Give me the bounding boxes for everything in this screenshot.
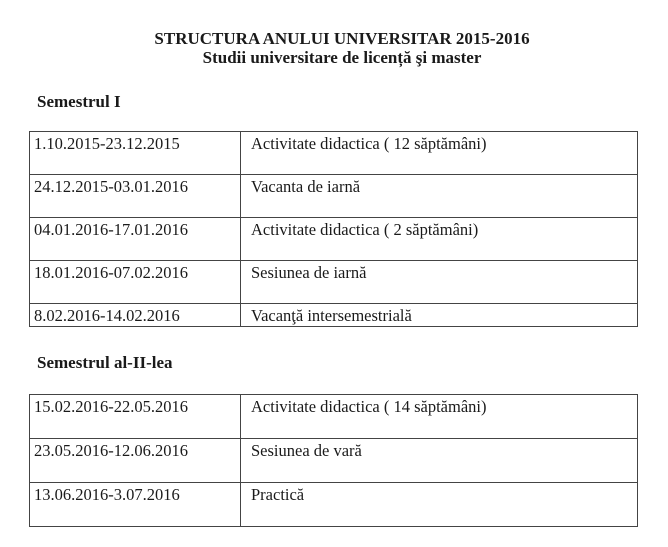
table-row bbox=[30, 483, 638, 527]
activity-cell: Sesiunea de vară bbox=[241, 439, 638, 483]
activity-cell: Vacanţă intersemestrială bbox=[241, 304, 638, 327]
period-cell: 1.10.2015-23.12.2015 bbox=[30, 132, 241, 175]
document-subtitle: Studii universitare de licență şi master bbox=[202, 48, 482, 67]
table-row bbox=[30, 395, 638, 439]
activity-cell: Sesiunea de iarnă bbox=[241, 261, 638, 304]
period-cell: 04.01.2016-17.01.2016 bbox=[30, 218, 241, 261]
table-row bbox=[30, 175, 638, 218]
document-title: STRUCTURA ANULUI UNIVERSITAR 2015-2016 bbox=[154, 29, 530, 48]
semester-2-heading: Semestrul al-II-lea bbox=[37, 353, 173, 372]
table-row bbox=[30, 439, 638, 483]
activity-cell: Practică bbox=[241, 483, 638, 527]
period-cell: 23.05.2016-12.06.2016 bbox=[30, 439, 241, 483]
period-cell: 18.01.2016-07.02.2016 bbox=[30, 261, 241, 304]
semester-2-table bbox=[29, 394, 638, 527]
semester-1-heading: Semestrul I bbox=[37, 92, 121, 111]
table-row bbox=[30, 218, 638, 261]
table-row bbox=[30, 261, 638, 304]
period-cell: 15.02.2016-22.05.2016 bbox=[30, 395, 241, 439]
activity-cell: Activitate didactica ( 12 săptămâni) bbox=[241, 132, 638, 175]
period-cell: 24.12.2015-03.01.2016 bbox=[30, 175, 241, 218]
activity-cell: Vacanta de iarnă bbox=[241, 175, 638, 218]
activity-cell: Activitate didactica ( 14 săptămâni) bbox=[241, 395, 638, 439]
period-cell: 8.02.2016-14.02.2016 bbox=[30, 304, 241, 327]
table-row bbox=[30, 132, 638, 175]
table-row bbox=[30, 304, 638, 327]
period-cell: 13.06.2016-3.07.2016 bbox=[30, 483, 241, 527]
semester-1-table bbox=[29, 131, 638, 327]
activity-cell: Activitate didactica ( 2 săptămâni) bbox=[241, 218, 638, 261]
